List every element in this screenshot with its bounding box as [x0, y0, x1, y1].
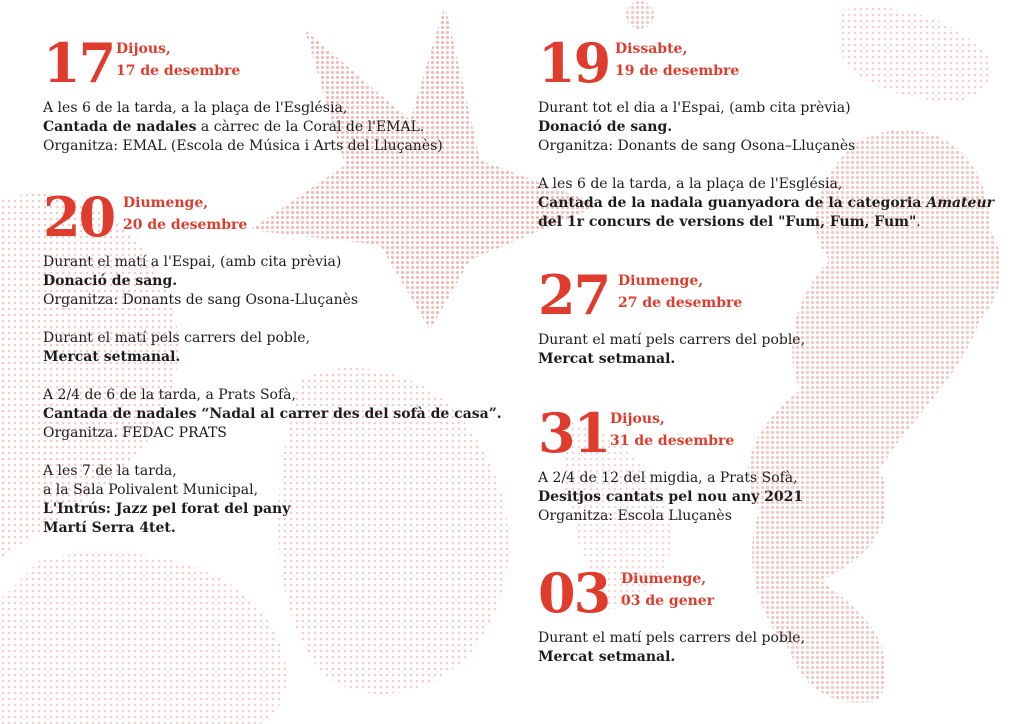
day-03	[538, 561, 998, 667]
event-line: A les 7 de la tarda,	[43, 463, 177, 479]
weekday: Diumenge,	[123, 195, 209, 211]
date-text: 31 de desembre	[610, 433, 735, 449]
event-title: Cantada de nadales	[43, 119, 197, 135]
ornament-bottom	[0, 552, 286, 724]
day-19	[538, 31, 1008, 232]
event-line: Durant el matí pels carrers del poble,	[538, 332, 806, 348]
date-header	[538, 561, 998, 625]
event-line: Durant el matí pels carrers del poble,	[43, 330, 311, 346]
event-line: A les 6 de la tarda, a la plaça de l'Església,	[43, 100, 348, 116]
event-detail: a càrrec de la Coral de l'EMAL.	[196, 119, 425, 135]
event-title: Cantada de la nadala guanyadora de la categoria	[538, 195, 927, 211]
date-text: 19 de desembre	[615, 63, 740, 79]
event-organizer: Organitza: Donants de sang Osona–Lluçanès	[538, 138, 856, 154]
day-number: 17	[43, 31, 115, 95]
event-line: Durant el matí pels carrers del poble,	[538, 630, 806, 646]
day-label	[615, 38, 739, 82]
event	[538, 175, 1008, 232]
event-line: a la Sala Polivalent Municipal,	[43, 482, 259, 498]
event-title: del 1r concurs de versions del "Fum, Fum, Fum"	[538, 214, 917, 230]
event-title: Martí Serra 4tet.	[43, 520, 176, 536]
event-line: A 2/4 de 6 de la tarda, a Prats Sofà,	[43, 387, 296, 403]
day-number: 20	[43, 185, 115, 249]
day-number: 27	[538, 263, 610, 327]
event-title: Mercat setmanal.	[538, 351, 676, 367]
weekday: Dissabte,	[615, 41, 688, 57]
day-label	[610, 408, 734, 452]
event-title: Mercat setmanal.	[538, 649, 676, 665]
day-number: 03	[538, 561, 610, 625]
event	[538, 99, 1008, 156]
event-organizer: Organitza. FEDAC PRATS	[43, 425, 227, 441]
event-title: Mercat setmanal.	[43, 349, 181, 365]
date-text: 27 de desembre	[618, 295, 743, 311]
event	[538, 469, 998, 526]
date-text: 17 de desembre	[116, 63, 241, 79]
weekday: Dijous,	[610, 411, 665, 427]
date-header	[538, 31, 1008, 95]
day-17	[43, 31, 503, 156]
date-text: 03 de gener	[621, 593, 715, 609]
event	[43, 386, 503, 443]
day-20	[43, 185, 503, 538]
day-label	[618, 270, 742, 314]
weekday: Diumenge,	[621, 571, 707, 587]
day-label	[123, 192, 247, 236]
weekday: Dijous,	[116, 41, 171, 57]
bauble-top	[626, 1, 654, 29]
date-header	[43, 31, 503, 95]
event-line: A les 6 de la tarda, a la plaça de l'Església,	[538, 176, 843, 192]
day-27	[538, 263, 998, 369]
day-label	[116, 38, 240, 82]
event-line: Durant el matí a l'Espai, (amb cita prèvia)	[43, 254, 342, 270]
event-organizer: Organitza: Donants de sang Osona-Lluçanès	[43, 292, 359, 308]
event-organizer: Organitza: EMAL (Escola de Música i Arts del Lluçanès)	[43, 138, 443, 154]
event-title: Donació de sang.	[538, 119, 673, 135]
event-title: Desitjos cantats pel nou any 2021	[538, 489, 804, 505]
weekday: Diumenge,	[618, 273, 704, 289]
event	[43, 99, 503, 156]
day-label	[621, 568, 714, 612]
date-header	[43, 185, 503, 249]
event-title: Cantada de nadales “Nadal al carrer des del sofà de casa”.	[43, 406, 502, 422]
event	[538, 331, 998, 369]
day-31	[538, 401, 998, 526]
event	[43, 462, 503, 538]
date-header	[538, 263, 998, 327]
event-line: A 2/4 de 12 del migdia, a Prats Sofà,	[538, 470, 798, 486]
event	[43, 329, 503, 367]
date-text: 20 de desembre	[123, 217, 248, 233]
event-category: Amateur	[926, 195, 995, 211]
event-title: L'Intrús: Jazz pel forat del pany	[43, 501, 291, 517]
event	[538, 629, 998, 667]
event-tail: .	[916, 214, 921, 230]
day-number: 31	[538, 401, 610, 465]
event-organizer: Organitza: Escola Lluçanès	[538, 508, 732, 524]
event-title: Donació de sang.	[43, 273, 178, 289]
event-line: Durant tot el dia a l'Espai, (amb cita prèvia)	[538, 100, 851, 116]
day-number: 19	[538, 31, 610, 95]
event	[43, 253, 503, 310]
date-header	[538, 401, 998, 465]
